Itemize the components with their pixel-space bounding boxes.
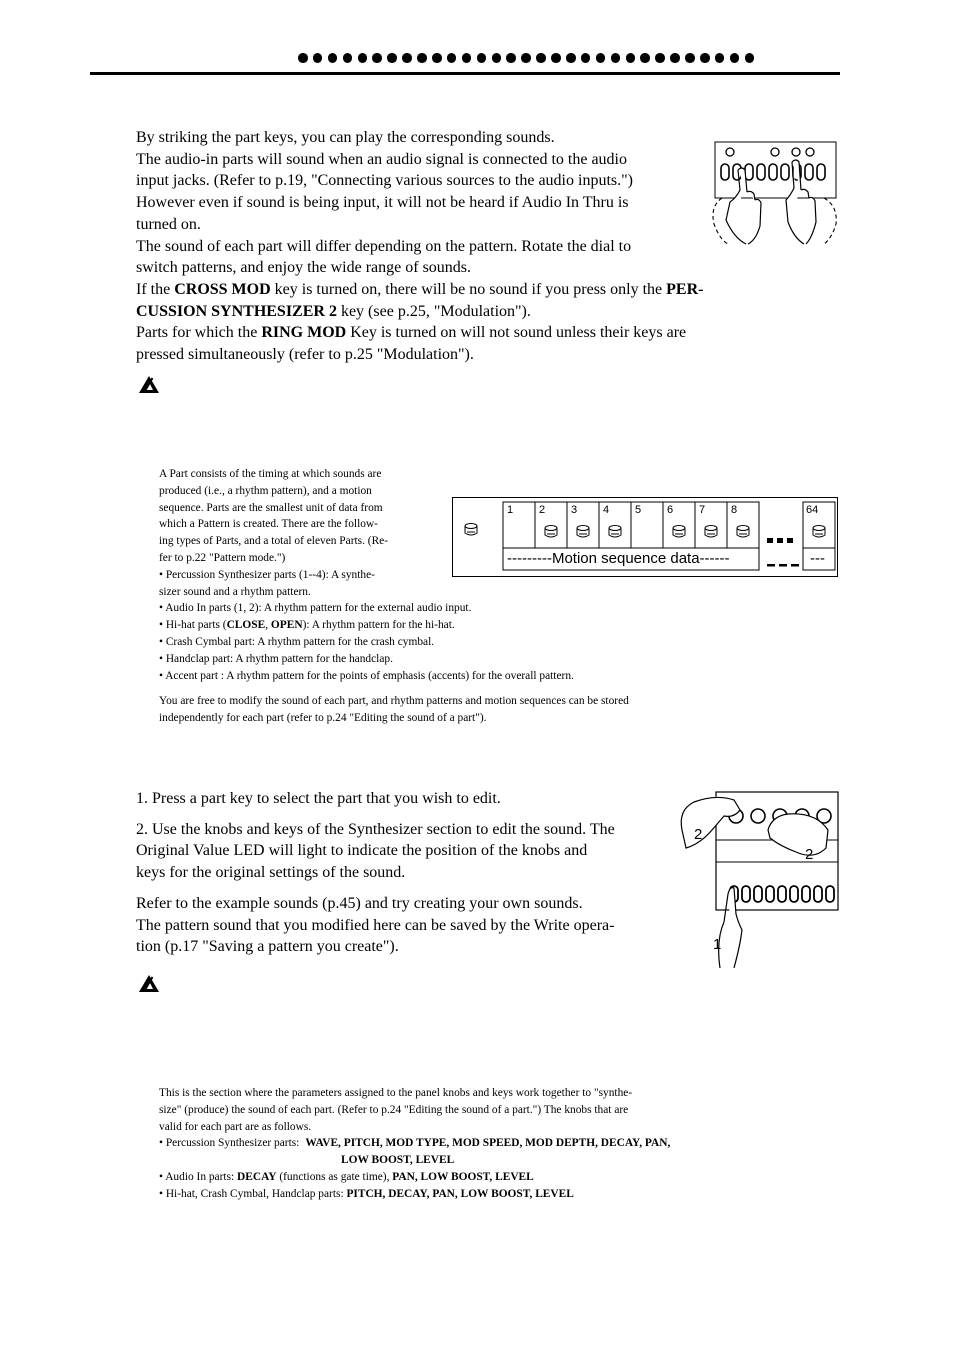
intro-line-ring-mod — [136, 322, 756, 344]
hands-pressing-keys-illustration — [708, 140, 840, 246]
step-number: 5 — [635, 504, 642, 516]
callout-1: 1 — [713, 936, 722, 953]
synth-perc-line-2 — [159, 1152, 670, 1169]
callout-2-left: 2 — [694, 826, 703, 843]
part-line: A Part consists of the timing at which sounds are — [159, 468, 382, 480]
part-sequence-diagram — [452, 497, 838, 577]
text-run: • Hi-hat parts ( — [159, 619, 227, 632]
header-dot — [685, 53, 695, 63]
header-dot — [432, 53, 442, 63]
part-line: You are free to modify the sound of each part, and rhythm patterns and motion sequences can be stored — [159, 695, 629, 708]
part-line: ing types of Parts, and a total of eleven Parts. (Re- — [159, 535, 389, 548]
header-dot — [358, 53, 368, 63]
key-name: PER- — [666, 280, 704, 298]
text-run: Parts for which the — [136, 324, 262, 342]
synth-perc-line — [159, 1135, 670, 1152]
header-dot — [596, 53, 606, 63]
header-dot — [551, 53, 561, 63]
refer-line: Refer to the example sounds (p.45) and try creating your own sounds. — [136, 894, 583, 912]
param-list: DECAY — [237, 1170, 277, 1183]
part-line: • Crash Cymbal part: A rhythm pattern for the crash cymbal. — [159, 635, 435, 648]
header-dot — [462, 53, 472, 63]
part-line: • Accent part : A rhythm pattern for the points of emphasis (accents) for the overall pattern. — [159, 669, 574, 682]
warning-icon — [137, 374, 161, 394]
header-dot — [402, 53, 412, 63]
text-run: • Percussion Synthesizer parts: — [159, 1137, 300, 1150]
param-list: WAVE, PITCH, MOD TYPE, MOD SPEED, MOD DEPTH, DECAY, PAN, — [305, 1137, 671, 1150]
motion-sequence-tail: --- — [810, 550, 825, 567]
step-number: 6 — [667, 504, 674, 516]
step-number: 1 — [507, 504, 514, 516]
part-line: produced (i.e., a rhythm pattern), and a motion — [159, 484, 372, 497]
header-dot — [477, 53, 487, 63]
key-name: OPEN — [270, 619, 303, 632]
step-1: 1. Press a part key to select the part that you wish to edit. — [136, 790, 501, 807]
intro-line: input jacks. (Refer to p.19, "Connecting various sources to the audio inputs.") — [136, 172, 633, 190]
intro-line: turned on. — [136, 215, 201, 233]
header-dot — [715, 53, 725, 63]
step-number: 3 — [571, 504, 578, 516]
header-dot — [372, 53, 382, 63]
header-dot — [581, 53, 591, 63]
text-run: key (see p.25, "Modulation"). — [336, 302, 531, 320]
key-name: CUSSION SYNTHESIZER 2 — [136, 302, 337, 320]
warning-icon — [137, 973, 161, 993]
header-dot — [611, 53, 621, 63]
part-line: sizer sound and a rhythm pattern. — [159, 585, 311, 598]
part-line: independently for each part (refer to p.24 "Editing the sound of a part"). — [159, 712, 487, 725]
header-dot — [313, 53, 323, 63]
step-number: 7 — [699, 504, 706, 516]
header-dot — [343, 53, 353, 63]
header-dot — [626, 53, 636, 63]
key-name: RING MOD — [261, 324, 347, 342]
step-number: 4 — [603, 504, 610, 516]
synth-hh-line — [159, 1186, 670, 1203]
motion-sequence-label: ---------Motion sequence data------ — [507, 550, 730, 567]
header-dot — [700, 53, 710, 63]
intro-paragraph — [136, 127, 756, 366]
text-run: , — [265, 619, 271, 632]
step-number: 8 — [731, 504, 738, 516]
key-name: CROSS MOD — [174, 280, 271, 298]
param-list: PITCH, DECAY, PAN, LOW BOOST, LEVEL — [346, 1187, 574, 1200]
header-dot — [745, 53, 755, 63]
step-number: 64 — [806, 504, 819, 516]
synth-line: size" (produce) the sound of each part. (Refer to p.24 "Editing the sound of a part.") The knobs that are — [159, 1103, 629, 1116]
part-line: fer to p.22 "Pattern mode.") — [159, 551, 286, 564]
header-dot — [328, 53, 338, 63]
header-dot — [492, 53, 502, 63]
synth-audio-line — [159, 1169, 670, 1186]
intro-line: The audio-in parts will sound when an audio signal is connected to the audio — [136, 150, 627, 168]
intro-line: By striking the part keys, you can play the corresponding sounds. — [136, 129, 555, 146]
key-name: CLOSE — [226, 619, 266, 632]
intro-line: The sound of each part will differ depending on the pattern. Rotate the dial to — [136, 237, 632, 255]
intro-line: However even if sound is being input, it will not be heard if Audio In Thru is — [136, 194, 629, 212]
text-run: (functions as gate time), — [276, 1170, 393, 1183]
param-list: LOW BOOST, LEVEL — [341, 1154, 455, 1167]
text-run: ): A rhythm pattern for the hi-hat. — [302, 619, 455, 632]
header-dot — [506, 53, 516, 63]
header-dot — [298, 53, 308, 63]
header-dot — [730, 53, 740, 63]
edit-steps — [136, 788, 615, 958]
synth-panel-editing-illustration — [676, 790, 840, 970]
part-line: • Handclap part: A rhythm pattern for the handclap. — [159, 652, 393, 665]
header-dot — [655, 53, 665, 63]
text-run: key is turned on, there will be no sound if you press only the — [270, 280, 667, 298]
intro-line: switch patterns, and enjoy the wide range of sounds. — [136, 259, 472, 277]
refer-line: The pattern sound that you modified here can be saved by the Write opera- — [136, 916, 615, 934]
text-run: If the — [136, 280, 175, 298]
step-2-line: keys for the original settings of the sound. — [136, 864, 406, 882]
header-dot-row — [298, 53, 754, 67]
part-line: sequence. Parts are the smallest unit of data from — [159, 501, 383, 514]
header-dot — [387, 53, 397, 63]
step-2-line: Original Value LED will light to indicate the position of the knobs and — [136, 842, 588, 860]
step-number: 2 — [539, 504, 546, 516]
refer-line: tion (p.17 "Saving a pattern you create"). — [136, 938, 399, 956]
text-run: • Hi-hat, Crash Cymbal, Handclap parts: — [159, 1187, 347, 1200]
header-dot — [566, 53, 576, 63]
drum-icon — [465, 524, 477, 536]
synth-section-description — [159, 1085, 670, 1203]
header-dot — [670, 53, 680, 63]
intro-line-cross-mod-2 — [136, 301, 756, 323]
part-line: • Audio In parts (1, 2): A rhythm pattern for the external audio input. — [159, 602, 472, 615]
part-line: • Percussion Synthesizer parts (1--4): A synthe- — [159, 568, 375, 581]
step-2-line: 2. Use the knobs and keys of the Synthesizer section to edit the sound. The — [136, 820, 615, 838]
part-line-hihat — [159, 617, 629, 634]
callout-2-right: 2 — [805, 846, 814, 863]
synth-line: This is the section where the parameters assigned to the panel knobs and keys work together to "synthe- — [159, 1087, 633, 1099]
header-dot — [447, 53, 457, 63]
intro-line: pressed simultaneously (refer to p.25 "Modulation"). — [136, 346, 474, 364]
intro-line-cross-mod — [136, 279, 756, 301]
param-list: PAN, LOW BOOST, LEVEL — [392, 1170, 534, 1183]
header-rule — [90, 72, 840, 75]
header-dot — [536, 53, 546, 63]
header-dot — [640, 53, 650, 63]
text-run: Key is turned on will not sound unless their keys are — [346, 324, 687, 342]
header-dot — [417, 53, 427, 63]
synth-line: valid for each part are as follows. — [159, 1120, 312, 1133]
part-line: which a Pattern is created. There are the follow- — [159, 518, 378, 531]
text-run: • Audio In parts: — [159, 1170, 238, 1183]
header-dot — [521, 53, 531, 63]
